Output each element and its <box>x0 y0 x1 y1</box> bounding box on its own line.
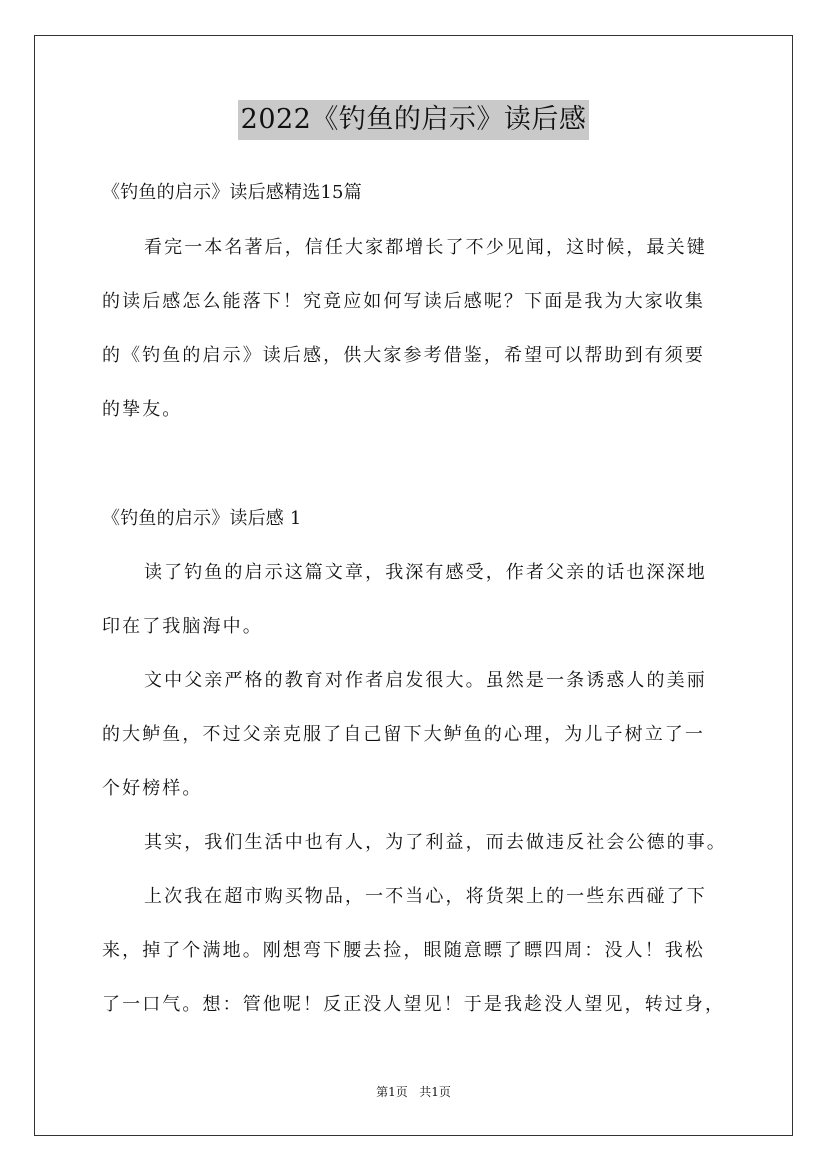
document-title: 2022《钓鱼的启示》读后感 <box>238 100 590 140</box>
document-subtitle: 《钓鱼的启示》读后感精选15篇 <box>102 182 362 203</box>
intro-line: 的挚友。 <box>102 399 183 420</box>
intro-line: 的《钓鱼的启示》读后感，供大家参考借鉴，希望可以帮助到有须要 <box>102 345 705 366</box>
body-line: 个好榜样。 <box>102 778 203 799</box>
body-line: 来，掉了个满地。刚想弯下腰去捡，眼随意瞟了瞟四周：没人！我松 <box>102 940 705 961</box>
intro-line: 的读后感怎么能落下！究竟应如何写读后感呢？下面是我为大家收集 <box>102 291 705 312</box>
body-line: 其实，我们生活中也有人，为了利益，而去做违反社会公德的事。 <box>144 832 727 853</box>
section-heading: 《钓鱼的启示》读后感 1 <box>102 508 302 529</box>
intro-line: 看完一本名著后，信任大家都增长了不少见闻，这时候，最关键 <box>144 237 707 258</box>
body-line: 上次我在超市购买物品，一不当心，将货架上的一些东西碰了下 <box>144 886 707 907</box>
page-footer <box>0 1084 827 1100</box>
body-line: 了一口气。想：管他呢！反正没人望见！于是我趁没人望见，转过身， <box>102 994 726 1015</box>
title-container <box>0 100 827 140</box>
body-line: 印在了我脑海中。 <box>102 616 263 637</box>
page-number: 第1页 <box>376 1085 408 1099</box>
body-line: 的大鲈鱼，不过父亲克服了自己留下大鲈鱼的心理，为儿子树立了一 <box>102 724 705 745</box>
page-total: 共1页 <box>419 1085 451 1099</box>
body-line: 读了钓鱼的启示这篇文章，我深有感受，作者父亲的话也深深地 <box>144 562 707 583</box>
body-line: 文中父亲严格的教育对作者启发很大。虽然是一条诱惑人的美丽 <box>144 670 707 691</box>
